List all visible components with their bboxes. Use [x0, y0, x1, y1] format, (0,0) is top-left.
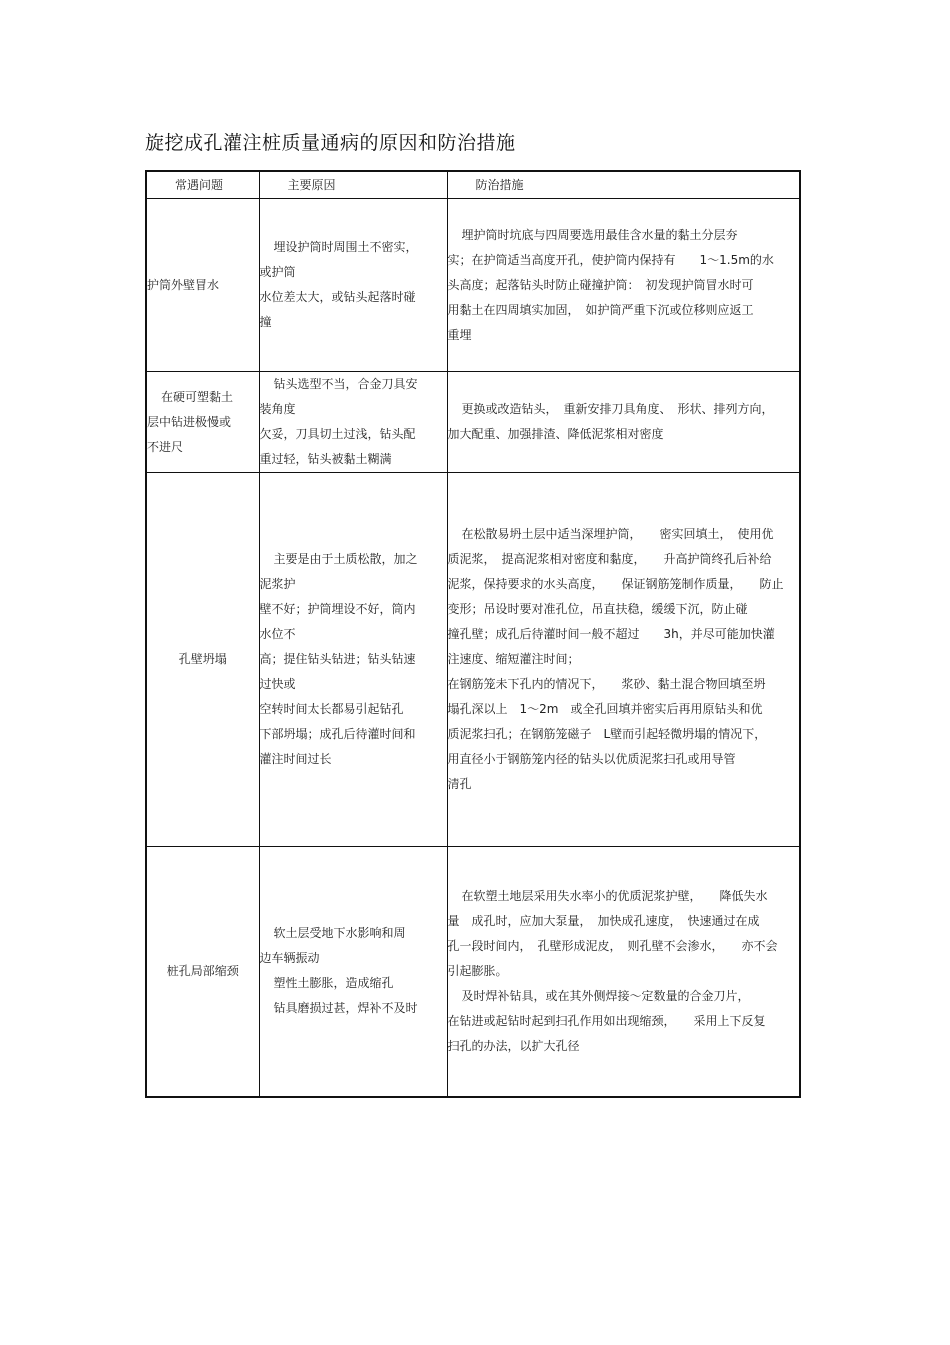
measure-line: 变形；吊设时要对准孔位，吊直扶稳，缓缓下沉，防止碰: [447, 602, 748, 616]
measure-line: 在钻进或起钻时起到扫孔作用如出现缩颈， 采用上下反复: [447, 1013, 766, 1028]
measure-cell: [447, 372, 800, 473]
table-row: [146, 473, 800, 847]
cause-line: 水位不: [259, 627, 296, 641]
table-row: [146, 199, 800, 372]
problem-cell: [146, 847, 259, 1097]
cause-cell: [259, 372, 447, 473]
cause-line: 高；提住钻头钻进；钻头钻速: [259, 652, 416, 666]
measure-line: 重埋: [447, 327, 472, 342]
cause-line: 钻头选型不当，合金刀具安: [273, 377, 418, 391]
measure-line: 质泥浆扫孔；在钢筋笼磁子 L壁而引起轻微坍塌的情况下，: [447, 727, 767, 741]
measure-line: 用黏土在四周填实加固， 如护筒严重下沉或位移则应返工: [447, 302, 754, 317]
table-header-row: [146, 171, 800, 199]
cause-line: 撞: [259, 315, 272, 329]
cause-line: 边车辆振动: [259, 951, 320, 966]
cause-cell: [259, 199, 447, 372]
measure-line: 实；在护筒适当高度开孔，使护筒内保持有 1～1.5m的水: [447, 252, 774, 267]
measure-line: 孔一段时间内， 孔壁形成泥皮， 则孔壁不会渗水， 亦不会: [447, 938, 778, 953]
problem-cell: [146, 199, 259, 372]
measure-line: 撞孔壁；成孔后待灌时间一般不超过 3h，并尽可能加快灌: [447, 627, 775, 641]
cause-line: 壁不好；护筒埋设不好，筒内: [259, 602, 416, 616]
measure-line: 埋护筒时坑底与四周要选用最佳含水量的黏土分层夯: [461, 227, 738, 242]
measure-line: 用直径小于钢筋笼内径的钻头以优质泥浆扫孔或用导管: [447, 752, 736, 766]
problem-line: 在硬可塑黏土: [161, 389, 234, 404]
cause-cell: [259, 847, 447, 1097]
problem-line: 护筒外壁冒水: [147, 277, 220, 292]
problem-line: 孔壁坍塌: [178, 652, 227, 666]
cause-line: 重过轻，钻头被黏土糊满: [259, 452, 392, 466]
defects-table: [145, 170, 801, 1098]
header-measure: 防治措施: [447, 171, 800, 199]
measure-line: 泥浆，保持要求的水头高度， 保证钢筋笼制作质量， 防止: [447, 577, 784, 591]
problem-line: 桩孔局部缩颈: [166, 963, 239, 978]
cause-cell: [259, 473, 447, 847]
cause-line: 软土层受地下水影响和周: [273, 926, 406, 941]
measure-cell: [447, 199, 800, 372]
cause-line: 塑性土膨胀，造成缩孔: [273, 976, 394, 991]
measure-cell: [447, 847, 800, 1097]
cause-line: 水位差太大，或钻头起落时碰: [259, 290, 416, 304]
table-row: [146, 372, 800, 473]
measure-line: 塌孔深以上 1～2m 或全孔回填并密实后再用原钻头和优: [447, 702, 763, 716]
problem-cell: [146, 372, 259, 473]
measure-line: 质泥浆， 提高泥浆相对密度和黏度， 升高护筒终孔后补给: [447, 552, 772, 566]
cause-line: 欠妥，刀具切土过浅，钻头配: [259, 427, 416, 441]
problem-line: 层中钻进极慢或: [147, 414, 232, 429]
measure-cell: [447, 473, 800, 847]
measure-line: 引起膨胀。: [447, 963, 508, 978]
measure-line: 加大配重、加强排渣、降低泥浆相对密度: [447, 427, 664, 441]
problem-line: 不进尺: [147, 439, 184, 454]
cause-line: 主要是由于土质松散，加之: [273, 552, 418, 566]
page-title: 旋挖成孔灌注桩质量通病的原因和防治措施: [145, 132, 516, 154]
cause-line: 钻具磨损过甚，焊补不及时: [273, 1001, 418, 1016]
measure-line: 头高度；起落钻头时防止碰撞护筒： 初发现护筒冒水时可: [447, 277, 754, 292]
measure-line: 扫孔的办法，以扩大孔径: [447, 1038, 580, 1053]
cause-line: 空转时间太长都易引起钻孔: [259, 702, 404, 716]
cause-line: 灌注时间过长: [259, 752, 332, 766]
header-problem: 常遇问题: [146, 171, 259, 199]
measure-line: 在松散易坍土层中适当深埋护筒， 密实回填土， 使用优: [461, 527, 774, 541]
measure-line: 量 成孔时，应加大泵量， 加快成孔速度， 快速通过在成: [447, 913, 760, 928]
cause-line: 泥浆护: [259, 577, 296, 591]
problem-cell: [146, 473, 259, 847]
measure-line: 清孔: [447, 777, 472, 791]
table-row: [146, 847, 800, 1097]
cause-line: 或护筒: [259, 265, 296, 279]
header-cause: 主要原因: [259, 171, 447, 199]
measure-line: 注速度、缩短灌注时间；: [447, 652, 580, 666]
measure-line: 及时焊补钻具，或在其外侧焊接～定数量的合金刀片，: [461, 988, 750, 1003]
measure-line: 更换或改造钻头， 重新安排刀具角度、 形状、排列方向，: [461, 402, 774, 416]
cause-line: 装角度: [259, 402, 296, 416]
cause-line: 下部坍塌；成孔后待灌时间和: [259, 727, 416, 741]
measure-line: 在软塑土地层采用失水率小的优质泥浆护壁， 降低失水: [461, 888, 768, 903]
cause-line: 埋设护筒时周围土不密实，: [273, 240, 418, 254]
cause-line: 过快或: [259, 677, 296, 691]
measure-line: 在钢筋笼未下孔内的情况下， 浆砂、黏土混合物回填至坍: [447, 677, 766, 691]
